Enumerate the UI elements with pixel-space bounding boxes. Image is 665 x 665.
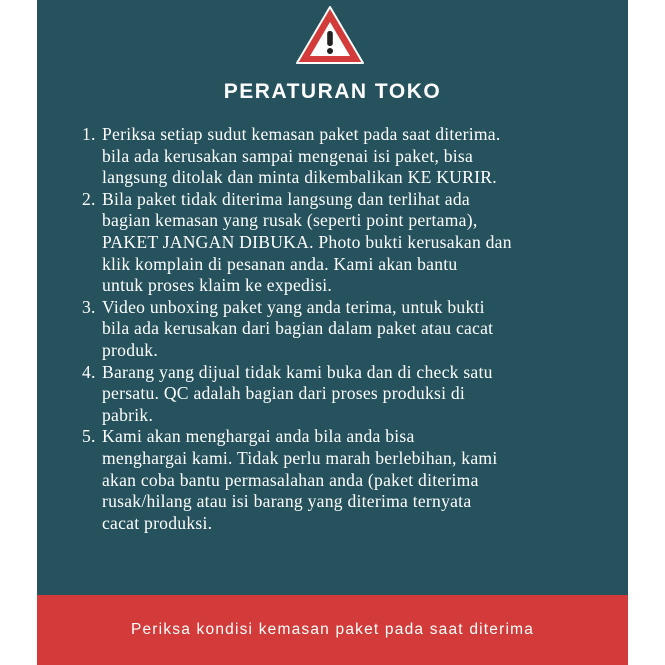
rule-number: 4. [82,361,96,382]
footer-banner [37,595,628,665]
rule-number: 1. [82,124,96,144]
rule-line: klik komplain di pesanan anda. Kami akan bantu [102,253,458,274]
rule-line: produk. [102,339,158,360]
rule-item [82,124,627,189]
rule-line: menghargai kami. Tidak perlu marah berlebihan, kami [102,447,498,468]
rule-item [82,426,627,534]
rules-list [82,124,627,534]
rule-item [82,297,627,362]
rule-line: bila ada kerusakan sampai mengenai isi paket, bisa [102,145,474,166]
page-title: PERATURAN TOKO [223,80,442,103]
rule-line: Video unboxing paket yang anda terima, untuk bukti [102,296,485,317]
rule-line: Periksa setiap sudut kemasan paket pada saat diterima. [102,124,501,144]
rule-line: Barang yang dijual tidak kami buka dan di check satu [102,361,493,382]
rule-line: bagian kemasan yang rusak (seperti point pertama), [102,210,478,231]
rule-line: pabrik. [102,404,154,425]
rule-line: Bila paket tidak diterima langsung dan terlihat ada [102,188,470,209]
rule-line: akan coba bantu permasalahan anda (paket diterima [102,469,479,490]
rule-line: persatu. QC adalah bagian dari proses produksi di [102,383,466,404]
warning-icon [295,5,365,65]
rule-number: 3. [82,296,96,317]
rule-item [82,362,627,427]
rule-line: cacat produksi. [102,512,213,533]
rule-number: 2. [82,188,96,209]
rule-item [82,189,627,297]
rule-line: PAKET JANGAN DIBUKA. Photo bukti kerusakan dan [102,231,512,252]
rule-line: langsung ditolak dan minta dikembalikan KE KURIR. [102,167,497,188]
rule-line: bila ada kerusakan dari bagian dalam paket atau cacat [102,318,494,339]
rule-line: untuk proses klaim ke expedisi. [102,275,333,296]
footer-text: Periksa kondisi kemasan paket pada saat diterima [130,621,535,638]
rule-line: rusak/hilang atau isi barang yang diterima ternyata [102,491,472,512]
rule-line: Kami akan menghargai anda bila anda bisa [102,426,415,447]
rule-number: 5. [82,426,96,447]
